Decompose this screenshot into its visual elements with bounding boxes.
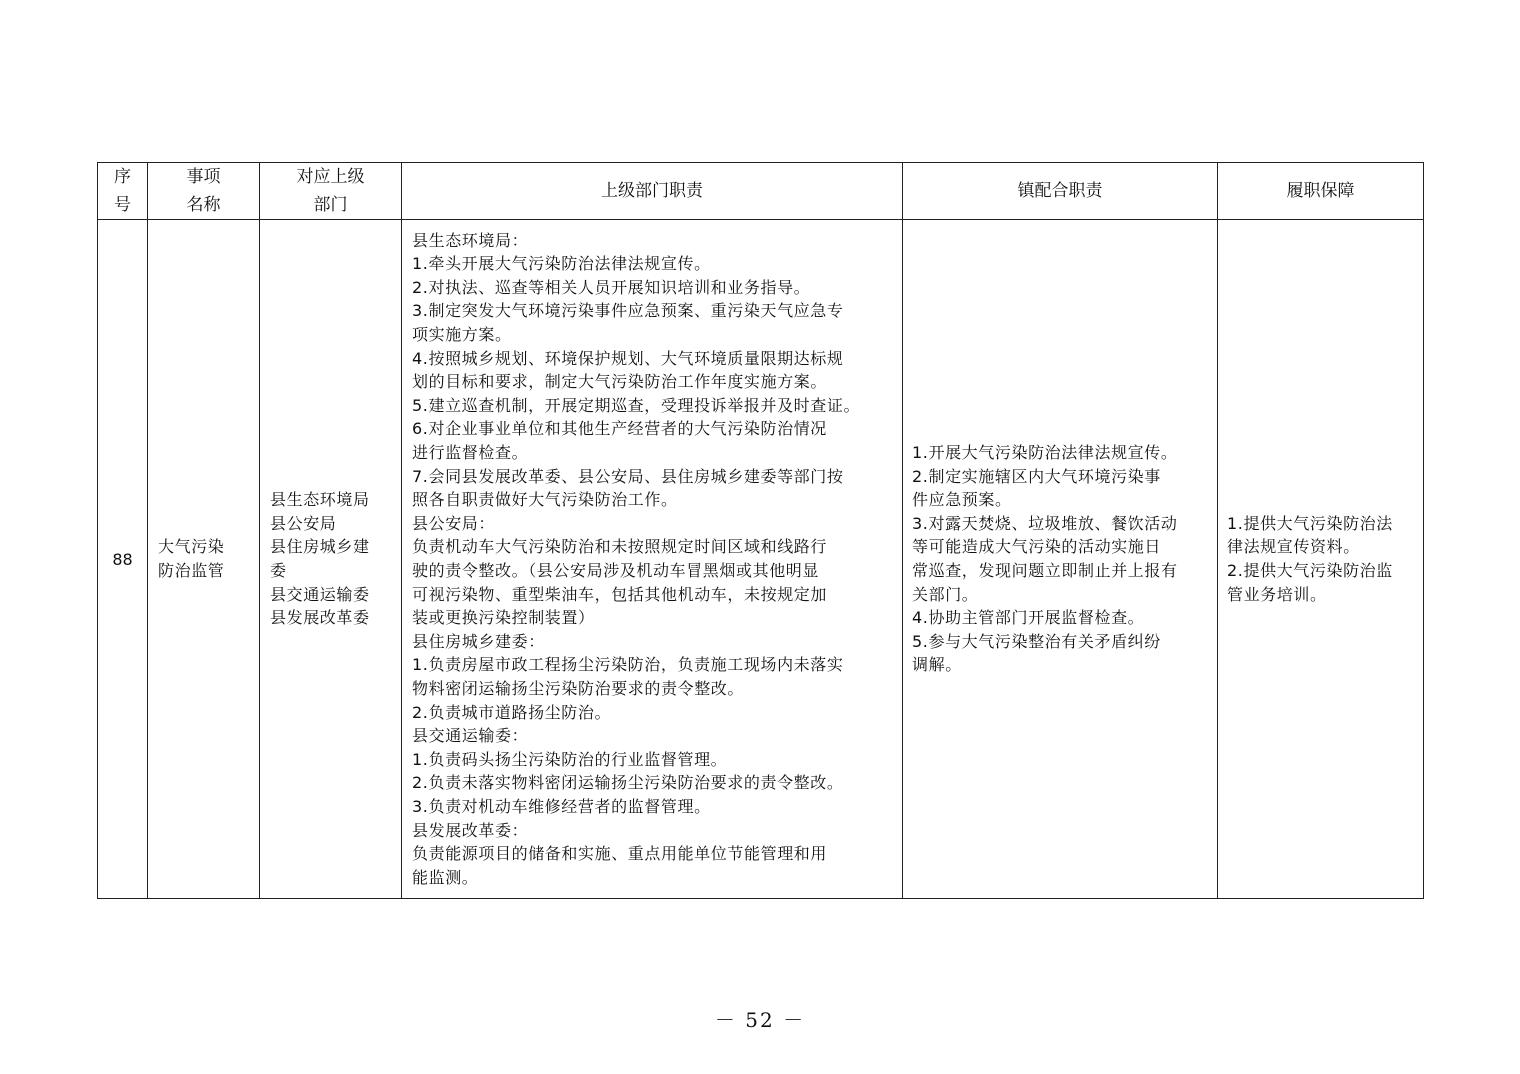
town-duty-line: 3.对露天焚烧、垃圾堆放、餐饮活动 — [912, 513, 1178, 533]
duty-line: 3.制定突发大气环境污染事件应急预案、重污染天气应急专 — [412, 301, 844, 321]
upper-department-line: 县生态环境局 — [270, 490, 370, 510]
duty-line: 5.建立巡查机制，开展定期巡查，受理投诉举报并及时查证。 — [412, 395, 861, 415]
upper-department-line: 县公安局 — [270, 513, 337, 533]
duty-line: 2.负责城市道路扬尘防治。 — [412, 702, 612, 722]
header-upper-duties: 上级部门职责 — [402, 163, 903, 220]
duty-line: 6.对企业事业单位和其他生产经营者的大气污染防治情况 — [412, 419, 827, 439]
upper-department-line: 县发展改革委 — [270, 608, 370, 628]
header-upper-department: 对应上级 部门 — [260, 163, 402, 220]
town-duty-line: 调解。 — [912, 655, 962, 675]
duty-line: 驶的责令整改。（县公安局涉及机动车冒黑烟或其他明显 — [412, 561, 820, 580]
duty-line: 负责能源项目的储备和实施、重点用能单位节能管理和用 — [412, 844, 828, 864]
guarantee-line: 1.提供大气污染防治法 — [1227, 513, 1393, 533]
town-duty-line: 5.参与大气污染整治有关矛盾纠纷 — [912, 631, 1161, 651]
duty-line: 可视污染物、重型柴油车，包括其他机动车，未按规定加 — [412, 584, 828, 604]
duty-line: 2.对执法、巡查等相关人员开展知识培训和业务指导。 — [412, 277, 811, 297]
duty-line: 划的目标和要求，制定大气污染防治工作年度实施方案。 — [412, 372, 828, 392]
header-item-name: 事项 名称 — [148, 163, 260, 220]
table-header-row — [98, 163, 1424, 220]
duty-line: 照各自职责做好大气污染防治工作。 — [412, 490, 678, 510]
duty-line: 进行监督检查。 — [412, 443, 529, 463]
duty-line: 2.负责未落实物料密闭运输扬尘污染防治要求的责令整改。 — [412, 773, 844, 793]
duty-line: 县生态环境局： — [412, 230, 529, 250]
duty-line: 1.负责码头扬尘污染防治的行业监督管理。 — [412, 749, 728, 769]
page-number: － 52 － — [714, 1008, 806, 1032]
header-guarantee: 履职保障 — [1218, 163, 1424, 220]
responsibility-table — [97, 162, 1424, 899]
duty-line: 1.牵头开展大气污染防治法律法规宣传。 — [412, 254, 711, 274]
town-duty-line: 关部门。 — [912, 584, 979, 604]
guarantee-line: 管业务培训。 — [1227, 584, 1327, 604]
duty-line: 能监测。 — [412, 867, 479, 887]
header-town-duties: 镇配合职责 — [903, 163, 1218, 220]
table-row — [98, 220, 1424, 899]
duty-line: 县发展改革委： — [412, 820, 529, 840]
header-serial-number: 序 号 — [98, 163, 148, 220]
town-duty-line: 4.协助主管部门开展监督检查。 — [912, 608, 1145, 628]
row-item-name: 大气污染 防治监管 — [148, 220, 260, 899]
town-duty-line: 1.开展大气污染防治法律法规宣传。 — [912, 443, 1178, 463]
duty-line: 项实施方案。 — [412, 325, 512, 345]
guarantee-line: 2.提供大气污染防治监 — [1227, 561, 1393, 580]
duty-line: 装或更换污染控制装置） — [412, 608, 595, 628]
row-guarantee — [1218, 220, 1424, 899]
duty-line: 1.负责房屋市政工程扬尘污染防治，负责施工现场内未落实 — [412, 655, 844, 675]
row-town-duties — [903, 220, 1218, 899]
row-upper-duties — [402, 220, 903, 899]
row-serial-number: 88 — [98, 220, 148, 899]
duty-line: 县公安局： — [412, 513, 496, 533]
upper-department-line: 县交通运输委 — [270, 584, 370, 604]
duty-line: 物料密闭运输扬尘污染防治要求的责令整改。 — [412, 678, 745, 698]
town-duty-line: 等可能造成大气污染的活动实施日 — [912, 537, 1162, 557]
duty-line: 7.会同县发展改革委、县公安局、县住房城乡建委等部门按 — [412, 466, 844, 486]
upper-department-line: 委 — [270, 561, 287, 580]
duty-line: 县住房城乡建委： — [412, 631, 545, 651]
upper-department-line: 县住房城乡建 — [270, 537, 370, 557]
duty-line: 负责机动车大气污染防治和未按照规定时间区域和线路行 — [412, 537, 828, 557]
guarantee-line: 律法规宣传资料。 — [1227, 537, 1360, 557]
duty-line: 县交通运输委： — [412, 726, 529, 746]
duty-line: 4.按照城乡规划、环境保护规划、大气环境质量限期达标规 — [412, 348, 844, 368]
town-duty-line: 2.制定实施辖区内大气环境污染事 — [912, 466, 1161, 486]
row-upper-departments — [260, 220, 402, 899]
town-duty-line: 件应急预案。 — [912, 490, 1012, 510]
town-duty-line: 常巡查，发现问题立即制止并上报有 — [912, 561, 1178, 580]
duty-line: 3.负责对机动车维修经营者的监督管理。 — [412, 796, 711, 816]
